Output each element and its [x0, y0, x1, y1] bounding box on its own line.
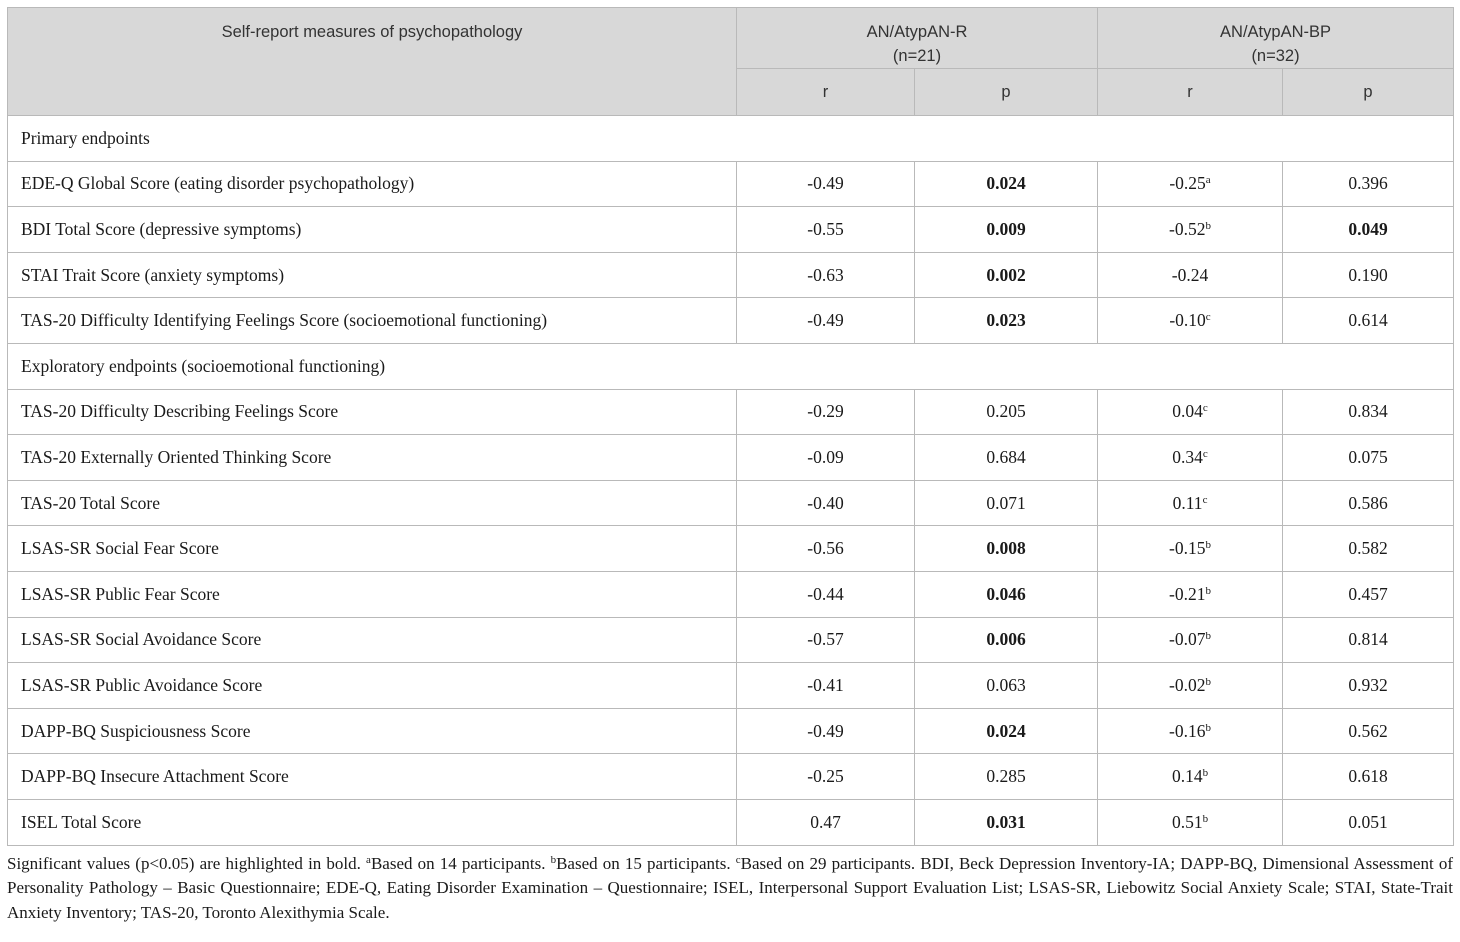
r-restrictive: -0.49: [737, 161, 915, 207]
p-bingepurge: 0.075: [1283, 435, 1454, 481]
r-bingepurge: 0.34: [1172, 446, 1203, 467]
footnote-marker: c: [1202, 493, 1208, 506]
r-bingepurge: -0.02: [1169, 674, 1206, 695]
footnote-marker: c: [1202, 447, 1208, 460]
r-bingepurge-cell: [1098, 435, 1283, 481]
footnote-marker: b: [1205, 630, 1211, 643]
measure-name: TAS-20 Externally Oriented Thinking Score: [8, 435, 737, 481]
measure-name: BDI Total Score (depressive symptoms): [8, 207, 737, 253]
p-bingepurge: 0.049: [1283, 207, 1454, 253]
r-restrictive: -0.09: [737, 435, 915, 481]
table-row: [8, 435, 1454, 481]
r-bingepurge: -0.15: [1169, 538, 1206, 559]
correlation-table: [7, 7, 1454, 846]
measure-name: TAS-20 Difficulty Describing Feelings Score: [8, 389, 737, 435]
header-group-restrictive: [737, 8, 1098, 69]
r-restrictive: -0.63: [737, 252, 915, 298]
r-restrictive: -0.44: [737, 571, 915, 617]
p-restrictive: 0.063: [915, 663, 1098, 709]
measure-name: TAS-20 Total Score: [8, 480, 737, 526]
measure-name: LSAS-SR Social Avoidance Score: [8, 617, 737, 663]
header-r-restrictive: r: [737, 69, 915, 116]
r-bingepurge-cell: [1098, 571, 1283, 617]
p-restrictive: 0.684: [915, 435, 1098, 481]
section-row: [8, 116, 1454, 162]
r-restrictive: -0.55: [737, 207, 915, 253]
footnote-b-mark: b: [550, 853, 557, 866]
section-row: [8, 343, 1454, 389]
r-restrictive: 0.47: [737, 799, 915, 845]
header-p-restrictive: p: [915, 69, 1098, 116]
measure-name: EDE-Q Global Score (eating disorder psychopathology): [8, 161, 737, 207]
p-restrictive: 0.008: [915, 526, 1098, 572]
measure-name: LSAS-SR Social Fear Score: [8, 526, 737, 572]
r-bingepurge-cell: [1098, 754, 1283, 800]
p-restrictive: 0.023: [915, 298, 1098, 344]
table-row: [8, 161, 1454, 207]
r-bingepurge-cell: [1098, 799, 1283, 845]
p-bingepurge: 0.457: [1283, 571, 1454, 617]
r-bingepurge: -0.10: [1169, 310, 1206, 331]
table-row: [8, 389, 1454, 435]
header-r-bingepurge: r: [1098, 69, 1283, 116]
r-bingepurge-cell: [1098, 526, 1283, 572]
p-bingepurge: 0.562: [1283, 708, 1454, 754]
footnote-marker: b: [1205, 539, 1211, 552]
p-restrictive: 0.031: [915, 799, 1098, 845]
group-bingepurge-n: (n=32): [1251, 47, 1300, 65]
table-header: [8, 8, 1454, 116]
r-bingepurge-cell: [1098, 480, 1283, 526]
footnote-intro: Significant values (p<0.05) are highlighted in bold.: [7, 853, 367, 873]
p-restrictive: 0.024: [915, 161, 1098, 207]
r-bingepurge: 0.11: [1172, 492, 1203, 513]
table-body: [8, 116, 1454, 846]
r-bingepurge: 0.04: [1172, 401, 1203, 422]
footnote-a-mark: a: [366, 853, 371, 866]
table-row: [8, 571, 1454, 617]
footnote-marker: c: [1202, 402, 1208, 415]
r-restrictive: -0.29: [737, 389, 915, 435]
header-group-bingepurge: [1098, 8, 1454, 69]
r-bingepurge-cell: [1098, 708, 1283, 754]
footnote-marker: b: [1205, 675, 1211, 688]
r-bingepurge: -0.21: [1169, 583, 1206, 604]
p-bingepurge: 0.834: [1283, 389, 1454, 435]
p-bingepurge: 0.932: [1283, 663, 1454, 709]
p-restrictive: 0.071: [915, 480, 1098, 526]
footnote-a-text: Based on 14 participants.: [370, 853, 551, 873]
header-measure: Self-report measures of psychopathology: [8, 8, 737, 116]
table-footnote: [7, 852, 1453, 926]
footnote-marker: b: [1205, 219, 1211, 232]
p-bingepurge: 0.051: [1283, 799, 1454, 845]
p-restrictive: 0.285: [915, 754, 1098, 800]
footnote-marker: b: [1202, 767, 1209, 780]
r-restrictive: -0.56: [737, 526, 915, 572]
r-bingepurge-cell: [1098, 389, 1283, 435]
footnote-marker: b: [1205, 721, 1211, 734]
r-restrictive: -0.25: [737, 754, 915, 800]
measure-name: ISEL Total Score: [8, 799, 737, 845]
r-restrictive: -0.57: [737, 617, 915, 663]
p-bingepurge: 0.814: [1283, 617, 1454, 663]
p-bingepurge: 0.190: [1283, 252, 1454, 298]
table-row: [8, 526, 1454, 572]
r-bingepurge: -0.07: [1169, 629, 1206, 650]
p-restrictive: 0.046: [915, 571, 1098, 617]
r-bingepurge-cell: [1098, 252, 1283, 298]
p-bingepurge: 0.396: [1283, 161, 1454, 207]
r-bingepurge: -0.24: [1171, 264, 1209, 285]
group-bingepurge-name: AN/AtypAN-BP: [1220, 23, 1331, 41]
table-row: [8, 252, 1454, 298]
p-restrictive: 0.002: [915, 252, 1098, 298]
r-bingepurge: -0.16: [1169, 720, 1206, 741]
r-bingepurge-cell: [1098, 207, 1283, 253]
measure-name: LSAS-SR Public Avoidance Score: [8, 663, 737, 709]
measure-name: TAS-20 Difficulty Identifying Feelings Score (socioemotional functioning): [8, 298, 737, 344]
p-bingepurge: 0.586: [1283, 480, 1454, 526]
table-row: [8, 207, 1454, 253]
r-bingepurge: 0.14: [1171, 766, 1203, 787]
p-bingepurge: 0.618: [1283, 754, 1454, 800]
table-row: [8, 799, 1454, 845]
r-bingepurge-cell: [1098, 663, 1283, 709]
table-row: [8, 617, 1454, 663]
table-row: [8, 708, 1454, 754]
p-bingepurge: 0.614: [1283, 298, 1454, 344]
footnote-c-text: Based on 29 participants. BDI, Beck Depression Inventory-IA; DAPP-BQ, Dimensional Assessment of Personality Pathology – Basic Questionnaire; EDE-Q, Eating Disorder Examination – Questionnaire; ISEL, Interpersonal Support Evaluation List; LSAS-SR, Liebowitz Social Anxiety Scale; STAI, State-Trait Anxiety Inventory; TAS-20, Toronto Alexithymia Scale.: [7, 853, 1453, 922]
r-bingepurge-cell: [1098, 617, 1283, 663]
group-restrictive-name: AN/AtypAN-R: [866, 23, 968, 41]
section-title: Primary endpoints: [8, 116, 1454, 162]
table-row: [8, 663, 1454, 709]
footnote-c-mark: c: [735, 853, 741, 866]
r-restrictive: -0.40: [737, 480, 915, 526]
header-p-bingepurge: p: [1283, 69, 1454, 116]
r-restrictive: -0.49: [737, 708, 915, 754]
r-bingepurge-cell: [1098, 298, 1283, 344]
p-restrictive: 0.009: [915, 207, 1098, 253]
r-bingepurge: -0.25: [1169, 173, 1206, 194]
footnote-marker: b: [1202, 812, 1209, 825]
r-restrictive: -0.41: [737, 663, 915, 709]
r-bingepurge: -0.52: [1169, 218, 1206, 239]
table-row: [8, 298, 1454, 344]
measure-name: STAI Trait Score (anxiety symptoms): [8, 252, 737, 298]
measure-name: DAPP-BQ Insecure Attachment Score: [8, 754, 737, 800]
footnote-b-text: Based on 15 participants.: [556, 853, 736, 873]
table-row: [8, 754, 1454, 800]
table-figure: [7, 7, 1453, 925]
r-bingepurge: 0.51: [1171, 811, 1203, 832]
table-row: [8, 480, 1454, 526]
p-restrictive: 0.205: [915, 389, 1098, 435]
p-bingepurge: 0.582: [1283, 526, 1454, 572]
footnote-marker: c: [1205, 311, 1211, 324]
footnote-marker: a: [1205, 174, 1211, 187]
r-restrictive: -0.49: [737, 298, 915, 344]
p-restrictive: 0.006: [915, 617, 1098, 663]
section-title: Exploratory endpoints (socioemotional functioning): [8, 343, 1454, 389]
measure-name: LSAS-SR Public Fear Score: [8, 571, 737, 617]
group-restrictive-n: (n=21): [892, 47, 942, 65]
p-restrictive: 0.024: [915, 708, 1098, 754]
r-bingepurge-cell: [1098, 161, 1283, 207]
measure-name: DAPP-BQ Suspiciousness Score: [8, 708, 737, 754]
footnote-marker: b: [1205, 584, 1211, 597]
